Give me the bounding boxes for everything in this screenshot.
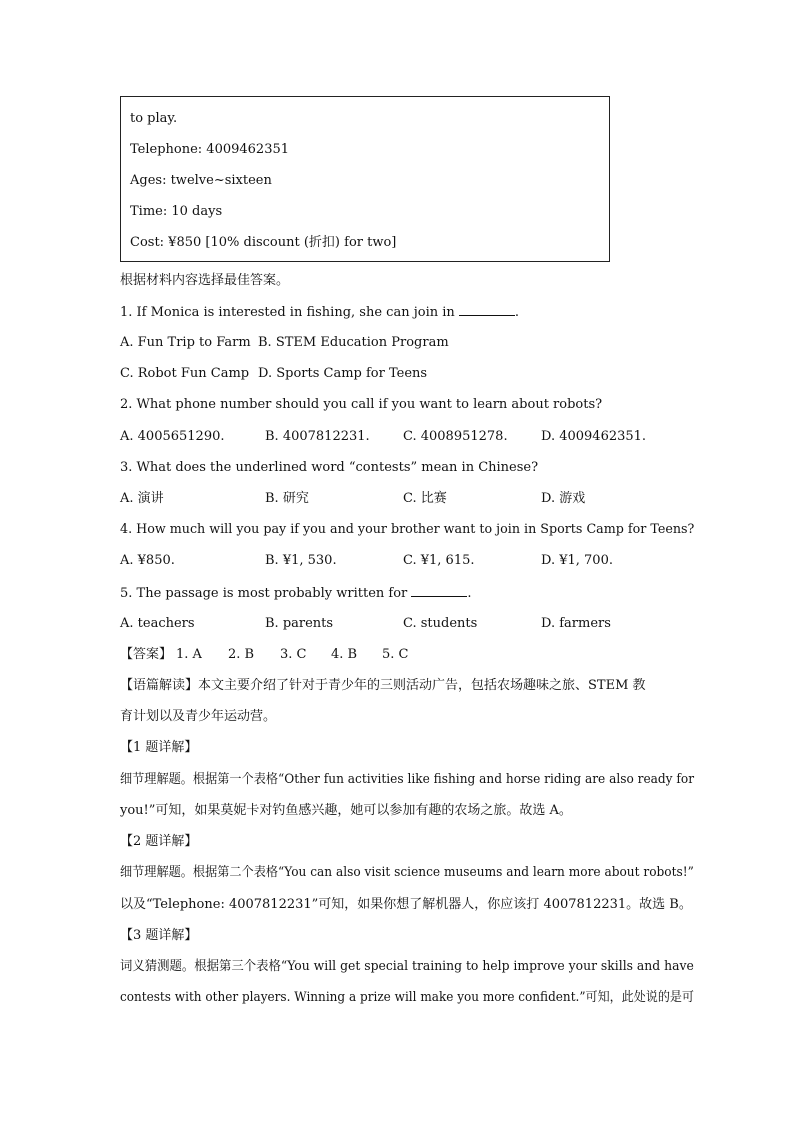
question-4-stem: 4. How much will you pay if you and your brother want to join in Sports Camp for Teens? [120,522,695,537]
detail-1-line-1: 细节理解题。根据第一个表格“Other fun activities like fishing and horse riding are also ready for [120,772,695,787]
question-1-stem-end: . [514,305,520,320]
answer-blank [459,303,515,316]
analysis-line-1 [120,677,646,695]
question-4-option-a: A. ¥850. [120,553,175,568]
detail-3-label: 【3 题详解】 [120,928,198,943]
question-5-stem-end: . [467,586,472,601]
box-line-to-play: to play. [130,111,178,126]
question-5-stem [120,584,472,603]
analysis-text-2: 育计划以及青少年运动营。 [120,709,277,724]
answer-item-4: 4. B [331,647,358,662]
question-4-option-b: B. ¥1, 530. [265,553,337,568]
question-2-option-d: D. 4009462351. [541,429,647,444]
question-1-stem [120,303,519,322]
box-ages: Ages: twelve~sixteen [130,173,272,188]
question-4-option-c: C. ¥1, 615. [403,553,475,568]
question-5-option-c: C. students [403,616,478,631]
analysis-text-1: 本文主要介绍了针对于青少年的三则活动广告，包括农场趣味之旅、STEM 教 [198,678,646,693]
question-3-option-b: B. 研究 [265,491,309,506]
question-5-stem-text: 5. The passage is most probably written for [120,586,412,601]
answer-label: 【答案】 [120,647,173,662]
question-1-option-c: C. Robot Fun Camp [120,366,250,381]
question-1-option-d: D. Sports Camp for Teens [258,366,428,381]
question-5-option-a: A. teachers [120,616,195,631]
detail-1-line-2: you!”可知，如果莫妮卡对钓鱼感兴趣，她可以参加有趣的农场之旅。故选 A。 [120,803,572,818]
answer-item-2: 2. B [228,647,255,662]
box-cost: Cost: ¥850 [10% discount (折扣) for two] [130,235,397,250]
question-3-option-a: A. 演讲 [120,491,164,506]
detail-3-line-2: contests with other players. Winning a prize will make you more confident.”可知，此处说的是可 [120,990,695,1005]
question-3-option-d: D. 游戏 [541,491,586,506]
question-2-stem: 2. What phone number should you call if you want to learn about robots? [120,397,603,412]
question-2-option-c: C. 4008951278. [403,429,508,444]
question-1-stem-text: 1. If Monica is interested in fishing, she can join in [120,305,459,320]
question-1-option-b: B. STEM Education Program [258,335,449,350]
question-2-option-a: A. 4005651290. [120,429,225,444]
detail-2-line-2: 以及“Telephone: 4007812231”可知，如果你想了解机器人，你应该打 4007812231。故选 B。 [120,897,692,912]
question-4-option-d: D. ¥1, 700. [541,553,613,568]
question-5-option-d: D. farmers [541,616,611,631]
question-3-stem: 3. What does the underlined word “contests” mean in Chinese? [120,460,539,475]
answer-item-3: 3. C [280,647,307,662]
answer-item-1: 1. A [176,647,202,662]
analysis-label: 【语篇解读】 [120,678,199,693]
question-1-option-a: A. Fun Trip to Farm [120,335,251,350]
question-3-option-c: C. 比赛 [403,491,447,506]
question-2-option-b: B. 4007812231. [265,429,370,444]
detail-2-label: 【2 题详解】 [120,834,198,849]
box-time: Time: 10 days [130,204,223,219]
instruction: 根据材料内容选择最佳答案。 [120,273,290,288]
answer-item-5: 5. C [382,647,409,662]
detail-2-line-1: 细节理解题。根据第二个表格“You can also visit science museums and learn more about robots!” [120,865,694,880]
detail-3-line-1: 词义猜测题。根据第三个表格“You will get special training to help improve your skills and have [120,959,694,974]
answer-blank [411,584,467,597]
detail-1-label: 【1 题详解】 [120,740,198,755]
box-telephone: Telephone: 4009462351 [130,142,290,157]
sports-camp-box [120,96,610,262]
question-5-option-b: B. parents [265,616,334,631]
